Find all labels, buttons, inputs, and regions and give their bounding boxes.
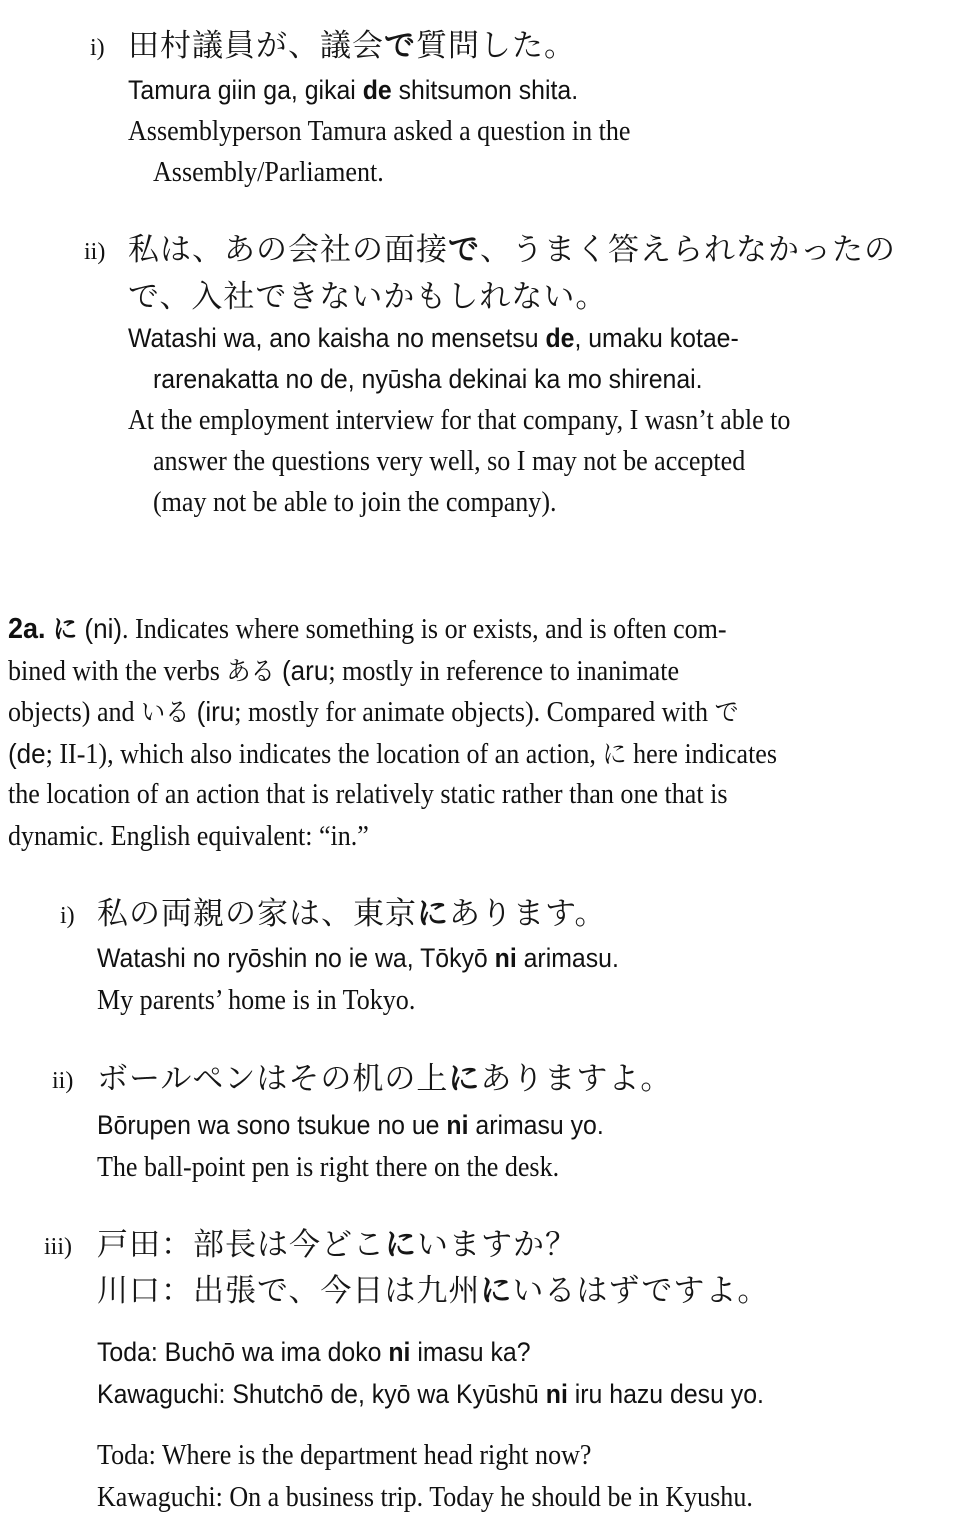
emphasized-particle: に bbox=[417, 896, 449, 932]
romaji-line bbox=[153, 359, 703, 399]
text-run: 川口：出張で、今日は九州 bbox=[97, 1273, 481, 1309]
english-line: Assemblyperson Tamura asked a question in the bbox=[128, 116, 631, 147]
english-line: Assembly/Parliament. bbox=[153, 157, 384, 188]
emphasized-particle: ni bbox=[388, 1337, 411, 1367]
example-label: i) bbox=[60, 903, 75, 929]
text-run: いますか？ bbox=[417, 1227, 577, 1263]
text-run: ある bbox=[226, 657, 275, 687]
text-run: the location of an action that is relatively static rather than one that is bbox=[8, 779, 728, 810]
text-run: 質問した。 bbox=[416, 28, 576, 64]
text-run: rarenakatta no de, nyūsha dekinai ka mo shirenai. bbox=[153, 364, 703, 394]
section-text-line bbox=[8, 774, 727, 816]
example-label: ii) bbox=[52, 1068, 74, 1094]
japanese-line bbox=[97, 1223, 577, 1267]
text-run: に bbox=[52, 615, 78, 645]
text-run: . Indicates where something is or exists, and is often com- bbox=[122, 614, 727, 645]
english-line: Kawaguchi: On a business trip. Today he should be in Kyushu. bbox=[97, 1482, 753, 1513]
text-run: 田村議員が、議会 bbox=[128, 28, 384, 64]
text-run: (de bbox=[8, 738, 46, 769]
romaji-line bbox=[97, 1332, 531, 1372]
romaji-line bbox=[97, 1374, 764, 1414]
emphasized-particle: ni bbox=[446, 1110, 469, 1140]
emphasized-particle: ni bbox=[494, 943, 517, 973]
emphasized-particle: に bbox=[385, 1227, 417, 1263]
text-run: Kawaguchi: Shutchō de, kyō wa Kyūshū bbox=[97, 1379, 546, 1409]
text-run: Bōrupen wa sono tsukue no ue bbox=[97, 1110, 447, 1140]
example-label: ii) bbox=[84, 239, 106, 265]
text-run: あります。 bbox=[449, 896, 607, 932]
text-run: (iru bbox=[189, 696, 235, 727]
japanese-line bbox=[128, 275, 607, 319]
text-run: (ni) bbox=[77, 613, 123, 644]
text-run: bined with the verbs bbox=[8, 656, 227, 687]
text-run: arimasu yo. bbox=[468, 1110, 604, 1140]
text-run: 私は、あの会社の面接 bbox=[128, 232, 448, 268]
text-run: Tamura giin ga, gikai bbox=[128, 75, 363, 105]
english-line: answer the questions very well, so I may not be accepted bbox=[153, 446, 746, 477]
text-run: ; mostly for animate objects). Compared with bbox=[234, 697, 715, 728]
text-run: iru hazu desu yo. bbox=[567, 1379, 764, 1409]
japanese-line bbox=[128, 228, 896, 272]
emphasized-particle: で bbox=[448, 232, 480, 268]
text-run: , umaku kotae- bbox=[574, 323, 739, 353]
text-run: で、入社できないかもしれない。 bbox=[128, 279, 608, 315]
text-run: 私の両親の家は、東京 bbox=[97, 896, 417, 932]
text-run: 戸田：部長は今どこ bbox=[97, 1227, 385, 1263]
romaji-line bbox=[128, 70, 578, 110]
emphasized-particle: で bbox=[384, 28, 416, 64]
text-run: Toda: Buchō wa ima doko bbox=[97, 1337, 389, 1367]
emphasized-particle: de bbox=[545, 323, 575, 353]
text-run: で bbox=[714, 698, 739, 728]
text-run: shitsumon shita. bbox=[391, 75, 579, 105]
emphasized-particle: ni bbox=[545, 1379, 568, 1409]
text-run: Watashi wa, ano kaisha no mensetsu bbox=[128, 323, 546, 353]
example-label: i) bbox=[90, 35, 105, 61]
text-run: dynamic. English equivalent: “in.” bbox=[8, 821, 369, 852]
japanese-line bbox=[97, 1269, 769, 1313]
emphasized-particle: de bbox=[362, 75, 392, 105]
section-text-line bbox=[8, 816, 369, 858]
text-run: ボールペンはその机の上 bbox=[97, 1061, 449, 1097]
section-heading-line bbox=[8, 608, 727, 652]
text-run: ; mostly in reference to inanimate bbox=[328, 656, 680, 687]
text-run: arimasu. bbox=[516, 943, 619, 973]
text-run: 2a. bbox=[8, 613, 53, 645]
japanese-line bbox=[97, 1057, 672, 1101]
english-line: (may not be able to join the company). bbox=[153, 487, 557, 518]
english-line: Toda: Where is the department head right now? bbox=[97, 1440, 592, 1471]
text-run: 、うまく答えられなかったの bbox=[480, 232, 896, 268]
emphasized-particle: に bbox=[480, 1273, 513, 1309]
english-line: The ball-point pen is right there on the desk. bbox=[97, 1152, 560, 1183]
romaji-line bbox=[128, 318, 739, 358]
text-run: ありますよ。 bbox=[480, 1061, 673, 1097]
text-run: いるはずですよ。 bbox=[512, 1273, 770, 1309]
text-run: here indicates bbox=[626, 739, 778, 770]
romaji-line bbox=[97, 1105, 604, 1145]
english-line: At the employment interview for that company, I wasn’t able to bbox=[128, 405, 791, 436]
text-run: objects) and bbox=[8, 697, 142, 728]
english-line: My parents’ home is in Tokyo. bbox=[97, 985, 416, 1016]
text-run: Watashi no ryōshin no ie wa, Tōkyō bbox=[97, 943, 495, 973]
romaji-line bbox=[97, 938, 619, 978]
section-text-line bbox=[8, 733, 777, 777]
section-text-line bbox=[8, 650, 679, 694]
emphasized-particle: に bbox=[448, 1061, 481, 1097]
text-run: imasu ka? bbox=[410, 1337, 531, 1367]
japanese-line bbox=[128, 24, 576, 68]
text-run: に bbox=[602, 740, 627, 770]
japanese-line bbox=[97, 892, 607, 936]
text-run: いる bbox=[141, 698, 190, 728]
text-run: ; II-1), which also indicates the location of an action, bbox=[45, 739, 603, 770]
text-run: (aru bbox=[274, 655, 329, 686]
example-label: iii) bbox=[44, 1234, 72, 1260]
section-text-line bbox=[8, 691, 739, 735]
